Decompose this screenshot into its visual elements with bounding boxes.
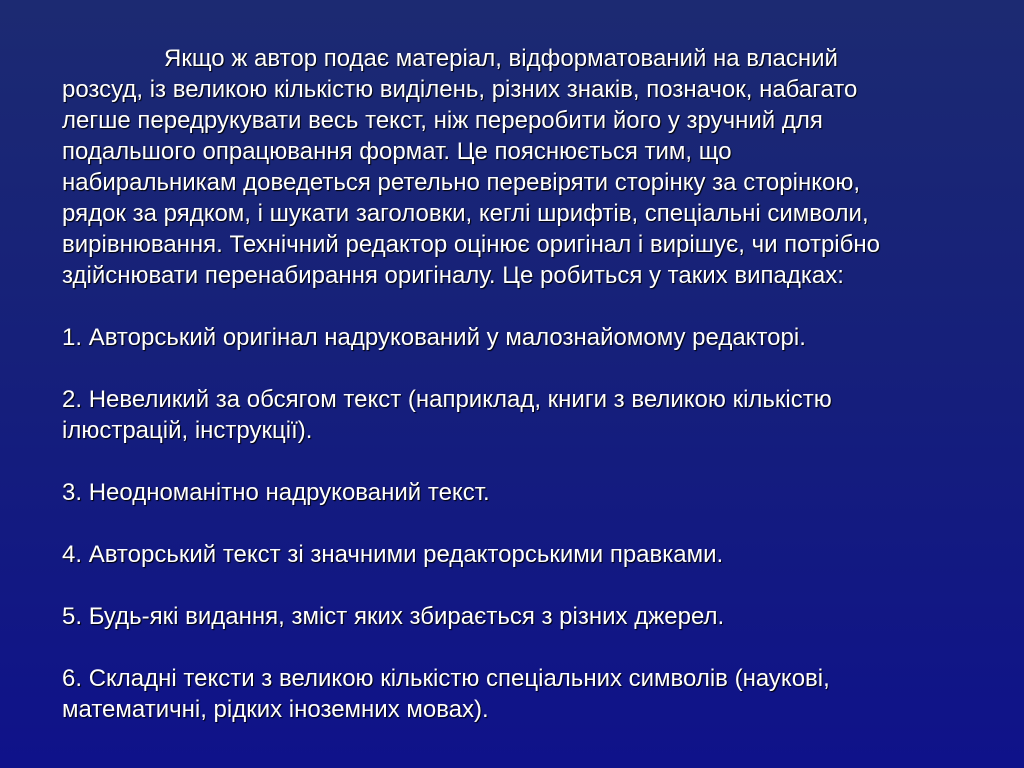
list-item-3 bbox=[62, 477, 962, 508]
list-item-number: 1. bbox=[62, 324, 83, 351]
list-item-text: Невеликий за обсягом текст (наприклад, книги з великою кількістю ілюстрацій, інструкції). bbox=[62, 386, 832, 444]
list-item-number: 6. bbox=[62, 665, 83, 692]
list-item-number: 4. bbox=[62, 541, 83, 568]
list-item-number: 5. bbox=[62, 603, 83, 630]
list-item-text: Авторський оригінал надрукований у малознайомому редакторі. bbox=[88, 324, 806, 351]
list-item-5 bbox=[62, 601, 962, 632]
list-item-2 bbox=[62, 384, 962, 446]
list-item-number: 3. bbox=[62, 479, 83, 506]
list-item-text: Авторський текст зі значними редакторськими правками. bbox=[88, 541, 724, 568]
list-item-number: 2. bbox=[62, 386, 83, 413]
intro-paragraph: Якщо ж автор подає матеріал, відформатований на власний розсуд, із великою кількістю виділень, різних знаків, позначок, набагато легше передрукувати весь текст, ніж переробити його у зручний для подальшого опрацювання формат. Це пояснюється тим, що набиральникам доведеться ретельно перевіряти сторінку за сторінкою, рядок за рядком, і шукати заголовки, кеглі шрифтів, спеціальні символи, вирівнювання. Технічний редактор оцінює оригінал і вирішує, чи потрібно здійснювати перенабирання оригіналу. Це робиться у таких випадках: bbox=[62, 45, 880, 289]
list-item-text: Будь-які видання, зміст яких збирається з різних джерел. bbox=[88, 603, 725, 630]
list-item-text: Неодноманітно надрукований текст. bbox=[88, 479, 490, 506]
list-item-1 bbox=[62, 322, 962, 353]
list-item-text: Складні тексти з великою кількістю спеціальних символів (наукові, математичні, рідких іноземних мовах). bbox=[62, 665, 830, 723]
list-item-6 bbox=[62, 663, 962, 725]
list-item-4 bbox=[62, 539, 962, 570]
slide-body bbox=[62, 43, 962, 725]
